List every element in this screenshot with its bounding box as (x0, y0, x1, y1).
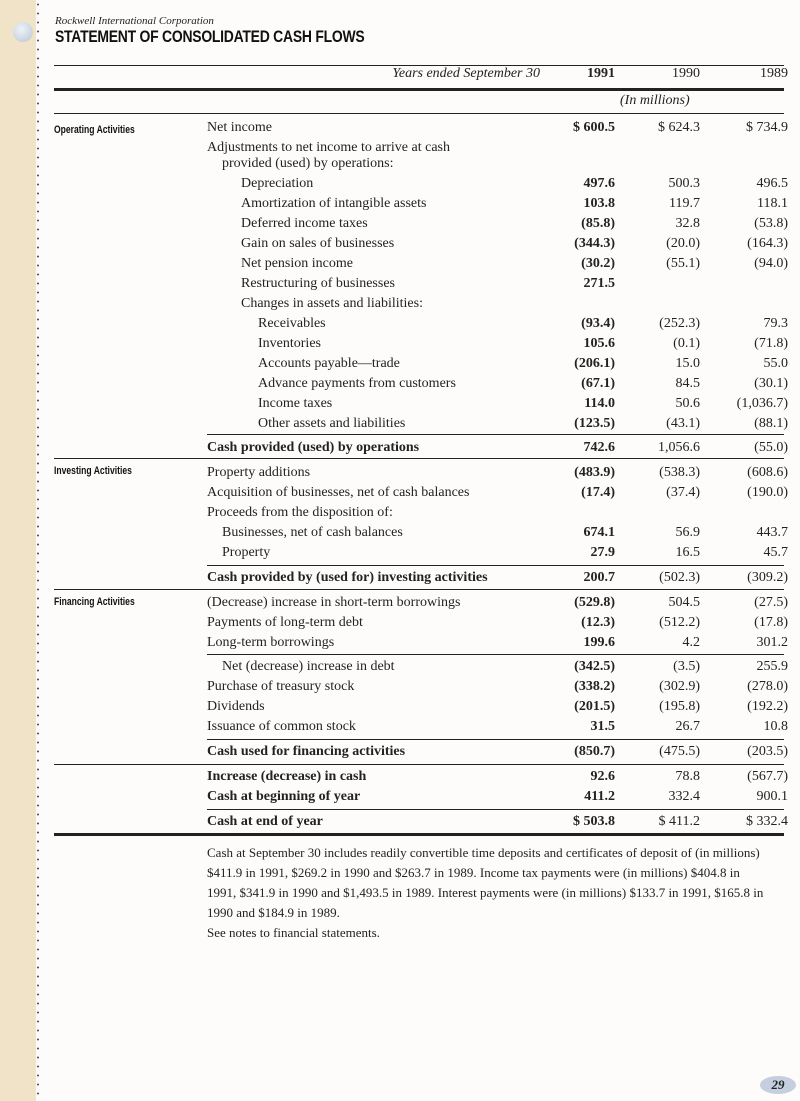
company-name: Rockwell International Corporation (55, 15, 214, 27)
row-label: provided (used) by operations: (222, 156, 394, 171)
row-label: Advance payments from customers (258, 376, 456, 391)
year-1990-header: 1990 (672, 66, 700, 81)
value-1989: 301.2 (756, 635, 788, 650)
header-thick-rule (54, 88, 784, 91)
value-1990: 84.5 (675, 376, 700, 391)
value-1989: 496.5 (756, 176, 788, 191)
value-1990: 16.5 (675, 545, 700, 560)
row-label: Acquisition of businesses, net of cash balances (207, 485, 470, 500)
row-label: Other assets and liabilities (258, 416, 406, 431)
value-1989: (17.8) (754, 615, 788, 630)
value-1991: 199.6 (583, 635, 615, 650)
financing-subtotal-rule (207, 739, 784, 740)
row-label: Proceeds from the disposition of: (207, 505, 393, 520)
value-1991: 105.6 (583, 336, 615, 351)
row-label: Businesses, net of cash balances (222, 525, 403, 540)
row-label: Cash at end of year (207, 814, 323, 829)
value-1990: (502.3) (659, 570, 700, 585)
value-1991: (12.3) (581, 615, 615, 630)
value-1989: (55.0) (754, 440, 788, 455)
row-label: Deferred income taxes (241, 216, 368, 231)
value-1989: (27.5) (754, 595, 788, 610)
value-1990: $ 411.2 (658, 814, 700, 829)
value-1991: (338.2) (574, 679, 615, 694)
value-1990: (55.1) (666, 256, 700, 271)
cash-footnote: Cash at September 30 includes readily convertible time deposits and certificates of deposit of (in millions) $411.9 in 1991, $269.2 in 1990 and $263.7 in 1989. Income tax payments were (in millions) $404.8 in 1991, $341.9 in 1990 and $1,493.5 in 1989. Interest payments were (in millions) $133.7 in 1991, $165.8 in 1990 and $184.9 in 1989. (207, 845, 764, 920)
row-label: Net pension income (241, 256, 353, 271)
value-1989: (190.0) (747, 485, 788, 500)
row-label: Accounts payable—trade (258, 356, 400, 371)
value-1991: (344.3) (574, 236, 615, 251)
value-1989: (567.7) (747, 769, 788, 784)
value-1990: 504.5 (668, 595, 700, 610)
value-1991: (93.4) (581, 316, 615, 331)
section-financing-label: Financing Activities (54, 596, 135, 608)
row-label: Cash used for financing activities (207, 744, 406, 759)
value-1989: 900.1 (756, 789, 788, 804)
value-1989: 79.3 (763, 316, 788, 331)
row-label: Payments of long-term debt (207, 615, 363, 630)
value-1990: (475.5) (659, 744, 700, 759)
value-1990: (37.4) (666, 485, 700, 500)
value-1991: 200.7 (583, 570, 615, 585)
value-1991: (529.8) (574, 595, 615, 610)
value-1989: $ 734.9 (746, 120, 788, 135)
statement-title: STATEMENT OF CONSOLIDATED CASH FLOWS (55, 27, 365, 46)
row-label: Property additions (207, 465, 311, 480)
value-1990: 26.7 (675, 719, 700, 734)
binding-margin (0, 0, 36, 1101)
value-1991: 27.9 (590, 545, 615, 560)
value-1989: (309.2) (747, 570, 788, 585)
page-number-badge: 29 (760, 1076, 796, 1094)
financing-section-end-rule (54, 764, 784, 765)
punch-hole-icon (13, 22, 33, 42)
value-1991: 411.2 (584, 789, 615, 804)
row-label: Inventories (258, 336, 321, 351)
units-rule (54, 113, 784, 114)
value-1989: (164.3) (747, 236, 788, 251)
value-1989: (608.6) (747, 465, 788, 480)
value-1990: (0.1) (673, 336, 700, 351)
value-1990: (252.3) (659, 316, 700, 331)
debt-subtotal-rule (207, 654, 784, 655)
row-label: Long-term borrowings (207, 635, 335, 650)
value-1989: 55.0 (763, 356, 788, 371)
value-1990: 32.8 (675, 216, 700, 231)
value-1990: (512.2) (659, 615, 700, 630)
years-ended-label: Years ended September 30 (392, 66, 540, 81)
section-investing-label: Investing Activities (54, 465, 132, 477)
value-1991: 31.5 (590, 719, 615, 734)
value-1989: 443.7 (756, 525, 788, 540)
value-1989: (30.1) (754, 376, 788, 391)
row-label: Cash at beginning of year (207, 789, 361, 804)
row-label: Depreciation (241, 176, 314, 191)
value-1991: (30.2) (581, 256, 615, 271)
value-1989: 45.7 (763, 545, 788, 560)
value-1991: (123.5) (574, 416, 615, 431)
value-1989: (71.8) (754, 336, 788, 351)
value-1991: 103.8 (583, 196, 615, 211)
row-label: Issuance of common stock (207, 719, 356, 734)
value-1991: $ 600.5 (573, 120, 615, 135)
value-1989: (94.0) (754, 256, 788, 271)
row-label: Increase (decrease) in cash (207, 769, 367, 784)
row-label: Receivables (258, 316, 326, 331)
row-label: Changes in assets and liabilities: (241, 296, 423, 311)
value-1990: 15.0 (675, 356, 700, 371)
value-1991: (17.4) (581, 485, 615, 500)
value-1991: (206.1) (574, 356, 615, 371)
value-1990: 50.6 (675, 396, 700, 411)
value-1990: (3.5) (673, 659, 700, 674)
value-1990: $ 624.3 (658, 120, 700, 135)
value-1989: 10.8 (763, 719, 788, 734)
value-1990: 332.4 (668, 789, 700, 804)
value-1990: (195.8) (659, 699, 700, 714)
operations-subtotal-rule (207, 434, 784, 435)
value-1989: $ 332.4 (746, 814, 788, 829)
see-notes-text: See notes to financial statements. (207, 925, 380, 940)
value-1991: (483.9) (574, 465, 615, 480)
year-1989-header: 1989 (760, 66, 788, 81)
value-1989: (278.0) (747, 679, 788, 694)
value-1990: 500.3 (668, 176, 700, 191)
cash-end-subtotal-rule (207, 809, 784, 810)
value-1991: 742.6 (583, 440, 615, 455)
row-label: Cash provided (used) by operations (207, 440, 420, 455)
value-1990: (20.0) (666, 236, 700, 251)
value-1990: (538.3) (659, 465, 700, 480)
units-label: (In millions) (620, 93, 690, 108)
value-1989: (192.2) (747, 699, 788, 714)
value-1991: $ 503.8 (573, 814, 615, 829)
value-1991: (201.5) (574, 699, 615, 714)
row-label: (Decrease) increase in short-term borrowings (207, 595, 461, 610)
row-label: Income taxes (258, 396, 333, 411)
row-label: Gain on sales of businesses (241, 236, 395, 251)
year-1991-header: 1991 (587, 66, 615, 81)
value-1990: (43.1) (666, 416, 700, 431)
value-1990: 78.8 (675, 769, 700, 784)
value-1991: 497.6 (583, 176, 615, 191)
value-1989: (203.5) (747, 744, 788, 759)
value-1989: 118.1 (757, 196, 788, 211)
investing-subtotal-rule (207, 565, 784, 566)
row-label: Dividends (207, 699, 265, 714)
row-label: Net income (207, 120, 272, 135)
row-label: Amortization of intangible assets (241, 196, 427, 211)
row-label: Restructuring of businesses (241, 276, 395, 291)
value-1991: (67.1) (581, 376, 615, 391)
value-1989: 255.9 (756, 659, 788, 674)
value-1990: 4.2 (682, 635, 700, 650)
value-1990: 56.9 (675, 525, 700, 540)
value-1989: (53.8) (754, 216, 788, 231)
value-1991: (85.8) (581, 216, 615, 231)
section-operating-label: Operating Activities (54, 124, 135, 136)
value-1991: 674.1 (583, 525, 615, 540)
operating-section-end-rule (54, 458, 784, 459)
row-label: Property (222, 545, 271, 560)
value-1991: 271.5 (583, 276, 615, 291)
value-1989: (88.1) (754, 416, 788, 431)
value-1991: 114.0 (584, 396, 615, 411)
table-bottom-thick-rule (54, 833, 784, 836)
row-label: Purchase of treasury stock (207, 679, 355, 694)
value-1990: 1,056.6 (658, 440, 700, 455)
investing-section-end-rule (54, 589, 784, 590)
value-1989: (1,036.7) (736, 396, 788, 411)
perforation-line (37, 0, 39, 1101)
row-label: Net (decrease) increase in debt (222, 659, 395, 674)
value-1991: 92.6 (590, 769, 615, 784)
value-1990: (302.9) (659, 679, 700, 694)
row-label: Cash provided by (used for) investing activities (207, 570, 488, 585)
row-label: Adjustments to net income to arrive at cash (207, 140, 450, 155)
value-1990: 119.7 (669, 196, 700, 211)
value-1991: (850.7) (574, 744, 615, 759)
value-1991: (342.5) (574, 659, 615, 674)
